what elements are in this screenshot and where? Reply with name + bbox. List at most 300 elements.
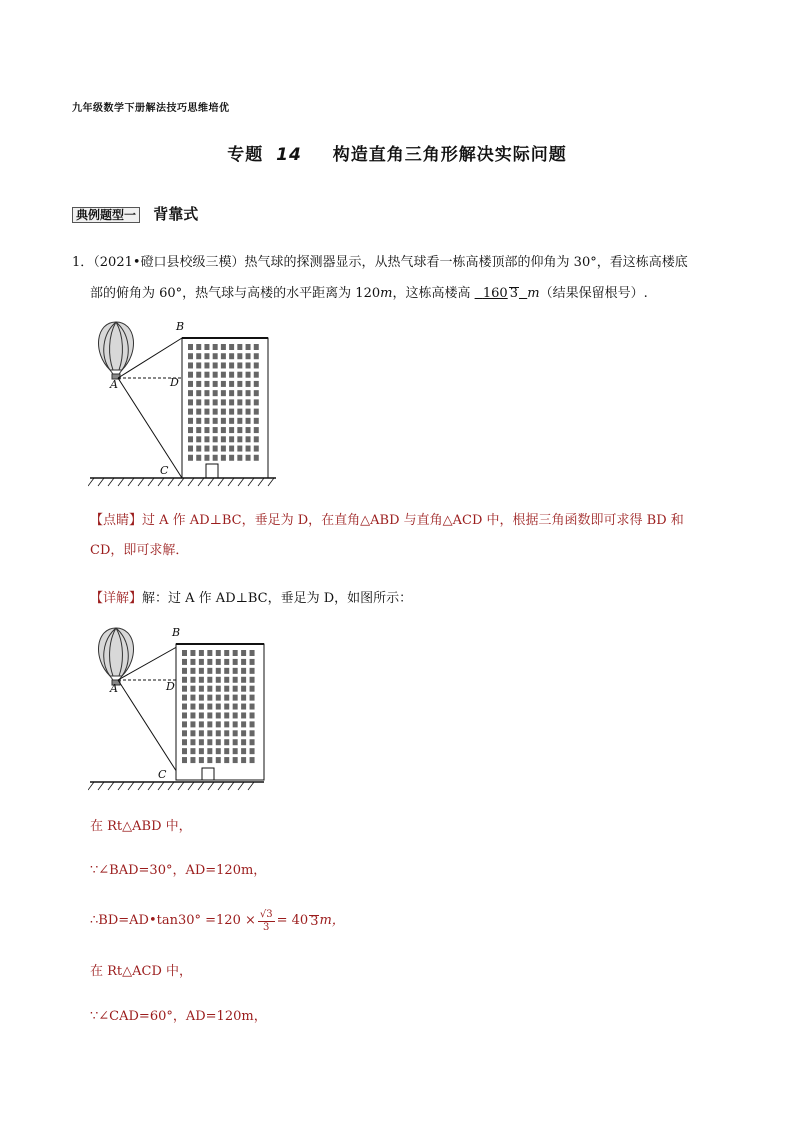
problem-text-2b: ，这栋高楼高 <box>392 286 471 301</box>
page-title <box>0 140 794 165</box>
building-window <box>241 659 246 665</box>
building-window <box>233 659 238 665</box>
building-window <box>188 427 193 433</box>
building-window <box>241 730 246 736</box>
fraction-denominator: 3 <box>263 921 270 933</box>
balloon-icon <box>99 322 134 379</box>
section-tag: 典例题型一 <box>72 207 140 223</box>
building-window <box>254 436 259 442</box>
building-window <box>196 372 201 378</box>
building-window <box>213 344 218 350</box>
step-2: ∵∠BAD=30°，AD=120m， <box>90 863 267 878</box>
building-window <box>182 659 187 665</box>
building-window <box>237 436 242 442</box>
line-AC <box>118 378 182 478</box>
building-window <box>190 739 195 745</box>
building-window <box>196 362 201 368</box>
building-window <box>246 390 251 396</box>
building-window <box>182 712 187 718</box>
building-window <box>213 427 218 433</box>
building-window <box>229 455 234 461</box>
building-window <box>199 704 204 710</box>
building-window <box>224 757 229 763</box>
building-window <box>188 436 193 442</box>
step-3 <box>90 906 345 936</box>
building-window <box>216 721 221 727</box>
building-window <box>241 695 246 701</box>
building-window <box>204 362 209 368</box>
building-window <box>250 748 255 754</box>
building-window <box>196 409 201 415</box>
problem-number: 1． <box>72 255 94 270</box>
section-heading <box>72 203 198 224</box>
building-window <box>254 372 259 378</box>
building-window <box>237 353 242 359</box>
building-window <box>237 390 242 396</box>
building-window <box>233 757 238 763</box>
building-window <box>254 455 259 461</box>
building-window <box>196 353 201 359</box>
building-window <box>216 650 221 656</box>
building-window <box>229 381 234 387</box>
building-window <box>207 650 212 656</box>
building-window <box>188 418 193 424</box>
building-window <box>207 712 212 718</box>
building-window <box>254 381 259 387</box>
ground-hatch <box>208 478 214 486</box>
ground-hatch <box>248 478 254 486</box>
building-window <box>254 427 259 433</box>
building-window <box>241 650 246 656</box>
building-window <box>237 362 242 368</box>
step-3-radicand: 3 <box>310 913 319 929</box>
building-window <box>182 695 187 701</box>
building-window <box>224 704 229 710</box>
building-window <box>233 668 238 674</box>
building-window <box>250 677 255 683</box>
building-window <box>221 362 226 368</box>
detail-intro: 解：过 A 作 AD⊥BC，垂足为 D，如图所示： <box>142 591 413 606</box>
building-window <box>233 730 238 736</box>
building-window <box>224 748 229 754</box>
building-window <box>237 344 242 350</box>
building-window <box>250 668 255 674</box>
building-window <box>188 381 193 387</box>
building-window <box>196 344 201 350</box>
ground-hatch <box>208 782 214 790</box>
ground-hatch <box>248 782 254 790</box>
building-window <box>241 677 246 683</box>
building-window <box>207 704 212 710</box>
building-window <box>196 455 201 461</box>
building-window <box>216 659 221 665</box>
building-window <box>246 436 251 442</box>
building-window <box>224 712 229 718</box>
building-window <box>182 748 187 754</box>
ground-hatch <box>168 782 174 790</box>
building-window <box>224 650 229 656</box>
hint-line-2: CD，即可求解． <box>90 543 189 558</box>
building-window <box>224 659 229 665</box>
building-window <box>229 427 234 433</box>
title-number: 14 <box>276 145 302 165</box>
building <box>182 338 268 478</box>
building-window <box>213 446 218 452</box>
building-window <box>229 399 234 405</box>
fraction-sqrt3-over-3 <box>258 909 275 934</box>
building-window <box>246 362 251 368</box>
building-window <box>196 390 201 396</box>
building-window <box>250 704 255 710</box>
building-window <box>221 427 226 433</box>
label-A: A <box>110 378 118 391</box>
building-window <box>199 712 204 718</box>
building-window <box>213 362 218 368</box>
ground-hatch <box>98 478 104 486</box>
ground-hatch <box>228 478 234 486</box>
ground-hatch <box>198 478 204 486</box>
problem-line-2 <box>90 284 740 304</box>
building-window <box>190 677 195 683</box>
building-window <box>196 446 201 452</box>
building-window <box>241 712 246 718</box>
answer-radicand: 3 <box>509 286 518 301</box>
building-window <box>229 353 234 359</box>
unit-m: m <box>380 286 393 301</box>
building-window <box>254 353 259 359</box>
building-window <box>213 409 218 415</box>
building-window <box>237 372 242 378</box>
building-window <box>199 757 204 763</box>
ground-hatch <box>128 782 134 790</box>
building-window <box>221 436 226 442</box>
label-A: A <box>110 682 118 695</box>
building-window <box>216 757 221 763</box>
building-window <box>213 372 218 378</box>
ground-hatch <box>148 478 154 486</box>
building-window <box>213 399 218 405</box>
building-window <box>213 436 218 442</box>
building-window <box>254 362 259 368</box>
building-window <box>221 372 226 378</box>
label-B: B <box>176 320 185 333</box>
building-window <box>182 650 187 656</box>
building-window <box>233 650 238 656</box>
building-window <box>207 695 212 701</box>
label-C: C <box>158 768 167 781</box>
building-window <box>229 409 234 415</box>
building-window <box>224 677 229 683</box>
building-window <box>221 353 226 359</box>
building-window <box>199 677 204 683</box>
building-window <box>254 409 259 415</box>
ground-hatch <box>158 478 164 486</box>
building-window <box>188 344 193 350</box>
building-window <box>233 677 238 683</box>
building-window <box>250 650 255 656</box>
building-window <box>204 409 209 415</box>
building-window <box>246 409 251 415</box>
building-window <box>233 739 238 745</box>
label-D: D <box>166 680 175 693</box>
ground-hatch <box>218 478 224 486</box>
building-window <box>233 704 238 710</box>
building-window <box>190 668 195 674</box>
step-3-b: = 40 <box>276 913 309 928</box>
building-window <box>246 372 251 378</box>
building-window <box>216 730 221 736</box>
building-window <box>237 446 242 452</box>
figure-balloon-building-1 <box>88 316 278 492</box>
figure-balloon-building-2 <box>88 622 278 798</box>
building-window <box>207 686 212 692</box>
building-window <box>188 446 193 452</box>
building-window <box>188 390 193 396</box>
building-window <box>246 446 251 452</box>
building-window <box>229 362 234 368</box>
building-window <box>224 686 229 692</box>
balloon-icon <box>99 628 134 685</box>
building-window <box>207 668 212 674</box>
detail-line <box>90 589 740 609</box>
building-window <box>199 721 204 727</box>
step-3-c: m， <box>319 913 345 928</box>
building-window <box>182 704 187 710</box>
building-window <box>204 399 209 405</box>
label-B: B <box>172 626 181 639</box>
building-window <box>254 390 259 396</box>
ground-hatch <box>128 478 134 486</box>
building-window <box>204 436 209 442</box>
step-1: 在 Rt△ABD 中， <box>90 819 192 834</box>
building-window <box>199 650 204 656</box>
building-window <box>190 748 195 754</box>
hint-text-1: 过 A 作 AD⊥BC，垂足为 D，在直角△ABD 与直角△ACD 中，根据三角函数即可求得 BD 和 <box>142 513 684 528</box>
building-window <box>207 677 212 683</box>
building-window <box>182 730 187 736</box>
building-window <box>190 721 195 727</box>
building-window <box>204 381 209 387</box>
building-door <box>202 768 214 780</box>
ground-hatch <box>238 782 244 790</box>
building-window <box>216 668 221 674</box>
building <box>176 644 264 780</box>
building-window <box>216 739 221 745</box>
building-window <box>196 381 201 387</box>
building-window <box>188 409 193 415</box>
building-window <box>229 344 234 350</box>
building-window <box>196 436 201 442</box>
building-window <box>229 446 234 452</box>
building-window <box>233 721 238 727</box>
building-window <box>196 427 201 433</box>
building-window <box>199 739 204 745</box>
building-window <box>204 455 209 461</box>
ground-hatch <box>108 478 114 486</box>
ground-hatch <box>238 478 244 486</box>
building-window <box>221 399 226 405</box>
building-window <box>204 446 209 452</box>
building-window <box>237 381 242 387</box>
building-window <box>250 730 255 736</box>
building-window <box>204 427 209 433</box>
building-window <box>182 721 187 727</box>
hint-line-1 <box>90 511 740 531</box>
answer-blank <box>475 286 528 301</box>
building-window <box>241 739 246 745</box>
building-window <box>246 418 251 424</box>
ground-hatch <box>188 478 194 486</box>
building-window <box>221 409 226 415</box>
building-window <box>250 721 255 727</box>
building-window <box>254 399 259 405</box>
document-header: 九年级数学下册解法技巧思维培优 <box>72 103 230 114</box>
building-window <box>241 721 246 727</box>
building-window <box>213 381 218 387</box>
building-window <box>204 353 209 359</box>
ground-hatch <box>198 782 204 790</box>
building-window <box>213 353 218 359</box>
building-window <box>199 668 204 674</box>
ground-hatch <box>168 478 174 486</box>
problem-text-2c: （结果保留根号）. <box>539 286 648 301</box>
building-window <box>237 427 242 433</box>
building-window <box>207 721 212 727</box>
building-window <box>213 455 218 461</box>
building-window <box>213 418 218 424</box>
ground-hatch <box>178 782 184 790</box>
building-window <box>190 757 195 763</box>
building-window <box>224 695 229 701</box>
building-window <box>250 757 255 763</box>
ground-hatch <box>258 478 264 486</box>
ground-hatch <box>148 782 154 790</box>
building-window <box>182 677 187 683</box>
ground-hatch <box>88 782 94 790</box>
building-window <box>246 427 251 433</box>
building-window <box>254 418 259 424</box>
building-window <box>190 712 195 718</box>
step-3-a: ∴BD=AD•tan30° =120 × <box>90 913 256 928</box>
building-window <box>190 695 195 701</box>
building-window <box>224 721 229 727</box>
building-window <box>190 650 195 656</box>
building-window <box>229 436 234 442</box>
label-C: C <box>160 464 169 477</box>
building-window <box>216 686 221 692</box>
building-window <box>246 381 251 387</box>
building-window <box>207 757 212 763</box>
ground-hatch <box>138 782 144 790</box>
building-window <box>246 344 251 350</box>
building-window <box>221 418 226 424</box>
building-window <box>221 455 226 461</box>
title-text: 构造直角三角形解决实际问题 <box>332 145 567 165</box>
building-window <box>241 748 246 754</box>
label-D: D <box>170 376 179 389</box>
building-window <box>188 372 193 378</box>
building-window <box>224 730 229 736</box>
ground-hatch <box>138 478 144 486</box>
building-window <box>188 455 193 461</box>
building-window <box>199 659 204 665</box>
detail-tag: 【详解】 <box>90 591 143 606</box>
ground-hatch <box>228 782 234 790</box>
ground-hatch <box>88 478 94 486</box>
building-window <box>190 704 195 710</box>
building-window <box>221 344 226 350</box>
ground-hatch <box>118 478 124 486</box>
building-window <box>204 372 209 378</box>
building-window <box>241 757 246 763</box>
section-name: 背靠式 <box>153 205 199 223</box>
building-window <box>233 686 238 692</box>
building-window <box>196 418 201 424</box>
building-window <box>199 730 204 736</box>
building-window <box>233 695 238 701</box>
building-window <box>204 390 209 396</box>
building-window <box>229 390 234 396</box>
building-window <box>182 668 187 674</box>
building-window <box>204 418 209 424</box>
ground-hatch <box>218 782 224 790</box>
ground-hatch <box>268 478 274 486</box>
step-4: 在 Rt△ACD 中， <box>90 964 193 979</box>
building-window <box>199 695 204 701</box>
building-window <box>213 390 218 396</box>
building-window <box>221 381 226 387</box>
answer-coef: 160 <box>482 286 508 301</box>
building-door <box>206 464 218 478</box>
building-window <box>199 748 204 754</box>
building-window <box>207 748 212 754</box>
building-window <box>241 668 246 674</box>
problem-text-2a: 部的俯角为 60°，热气球与高楼的水平距离为 120 <box>90 286 381 301</box>
problem-line-1 <box>72 253 732 273</box>
building-window <box>182 686 187 692</box>
building-window <box>216 748 221 754</box>
fraction-numerator: √3 <box>259 908 273 920</box>
building-window <box>229 372 234 378</box>
building-window <box>216 712 221 718</box>
building-window <box>250 686 255 692</box>
problem-text-1: 热气球的探测器显示，从热气球看一栋高楼顶部的仰角为 30°，看这栋高楼底 <box>244 255 688 270</box>
building-window <box>246 353 251 359</box>
building-window <box>224 739 229 745</box>
problem-source: （2021•磴口县校级三模） <box>93 255 245 270</box>
building-window <box>254 446 259 452</box>
building-window <box>246 399 251 405</box>
building-window <box>250 659 255 665</box>
building-window <box>207 659 212 665</box>
answer-unit: m <box>527 286 540 301</box>
building-window <box>188 362 193 368</box>
building-window <box>182 757 187 763</box>
ground-hatch <box>108 782 114 790</box>
building-window <box>207 739 212 745</box>
building-window <box>190 686 195 692</box>
building-window <box>237 418 242 424</box>
building-window <box>237 455 242 461</box>
building-window <box>182 739 187 745</box>
building-window <box>250 712 255 718</box>
building-window <box>246 455 251 461</box>
ground-hatch <box>98 782 104 790</box>
ground-hatch <box>118 782 124 790</box>
building-window <box>221 446 226 452</box>
building-window <box>196 399 201 405</box>
building-window <box>216 695 221 701</box>
